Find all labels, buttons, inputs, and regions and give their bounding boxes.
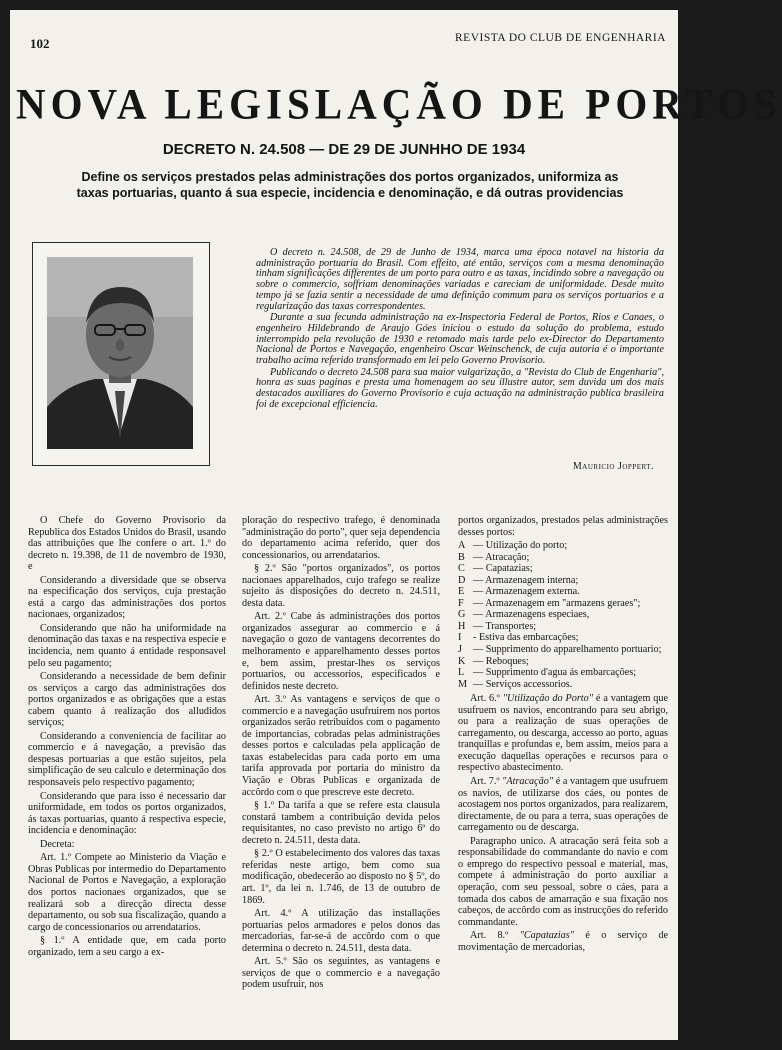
service-letter: G [458,609,466,621]
body-paragraph: Art. 4.º A utilização das installações portuarias pelos armadores e pelos donos das mercadorias, far-se-á de accôrdo com o que determina o decreto n. 24.511, desta data. [242,908,440,954]
service-letter: M [458,678,468,690]
service-text: - Estiva das embarcações; [473,632,579,644]
article-label: "Capatazias" [519,930,575,942]
list-item [458,598,668,610]
page-number: 102 [30,36,50,51]
service-letter: H [458,620,466,632]
service-text: — Armazenagens especiaes, [473,609,590,621]
author-signature: Mauricio Joppert. [572,461,654,472]
body-paragraph: Considerando que não ha uniformidade na denominação das taxas e na respectiva especie e incidencia, nem quanto á entidade responsavel pelo seu pagamento; [28,622,226,669]
body-paragraph: § 2.º O estabelecimento dos valores das taxas referidas neste artigo, bem como sua modificação, obedecerão ao disposto no § 5º, do art. 1º, da lei n. 1.746, de 13 de outubro de 1869. [242,848,440,906]
body-paragraph: § 1.º Da tarifa a que se refere esta clausula constará tambem a contribuição devida pelos requisitantes, no caso previsto no artigo 6º do decreto n. 24.511, desta data. [242,800,440,846]
article-8 [458,930,668,953]
body-paragraph: portos organizados, prestados pelas administrações desses portos: [458,515,668,538]
article-text: é a vantagem que usufruem os navios, encontrando para seu abrigo, ou para a realização de suas operações de carregamento, ou descarga, accesso ao porto, aguas tranquillas e profundas e, bem assim, meios para a execução daquellas operações e recursos para o respectivo abastecimento. [458,693,669,774]
service-text: — Supprimento do apparelhamento portuario; [473,644,662,656]
body-paragraph: Considerando a conveniencia de facilitar ao commercio e á navegação, a previsão das despesas portuarias a que estão sujeitos, pela simplificação de seu calculo e determinação dos responsaveis pelo respectivo pagamento; [28,730,226,789]
portrait-icon [47,257,193,449]
article-text: é o serviço de movimentação de mercadorias, [458,930,669,953]
article-number: Art. 6.º [470,693,500,705]
main-title: NOVA LEGISLAÇÃO DE PORTOS [16,79,782,128]
body-paragraph: Art. 5.º São os seguintes, as vantagens e serviços de que o commercio e a navegação podem usufruir, nos [242,956,440,991]
list-item [458,540,668,552]
body-paragraph: § 1.º A entidade que, em cada porto organizado, tem a seu cargo a ex- [28,935,226,958]
intro-paragraph: O decreto n. 24.508, de 29 de Junho de 1934, marca uma época notavel na historia da administração portuaria do Brasil. Com effeito, até então, serviços com a mesma denominação tinham significações differentes de um porto para outro e as taxas, incidindo sobre a navegação ou sobre o commercio, soffriam denominações variadas e careciam de uniformidade. Desde muito tempo já se fazia sentir a necessidade de uma definição commum para os serviços portuarios e a regularização das taxas correspondentes. [256,247,664,312]
portrait-frame [32,242,210,466]
article-text: é a vantagem que usufruem os navios, de utilizarse dos cáes, ou pontes de acostagem nos portos organizados, para realizarem, directamente, de ou para a terra, suas operações de carregamento ou de descarga. [458,776,668,834]
article-label: "Atracação" [502,776,554,788]
body-paragraph: Considerando a necessidade de bem definir os serviços a cargo das administrações dos portos organizados e as obrigações que a estas cabem quanto á realização dos alludidos serviços; [28,671,226,729]
service-text: — Reboques; [473,655,529,667]
service-text: — Armazenagem interna; [473,574,579,586]
body-paragraph: O Chefe do Governo Provisorio da Republica dos Estados Unidos do Brasil, usando das attribuições que lhe confere o art. 1.º do decreto n. 19.398, de 11 de novembro de 1930, e [28,515,226,573]
service-letter: I [458,632,462,644]
column-middle [242,515,440,993]
service-letter: L [458,667,465,679]
article-6 [458,693,668,774]
column-right [458,515,668,955]
paragraph-unico: Paragrapho unico. A atracação será feita sob a responsabilidade do commandante do navio e com o emprego do respectivo pessoal e material, mas, compete á administração do porto auxiliar a operação, com seu pessoal, sobre o cáes, para a tomada dos cabos de amarração e sua fixação nos cabeços, de accôrdo com as instrucções do referido commandante. [458,835,668,928]
service-text: — Armazenagem externa. [473,586,580,598]
service-text: — Armazenagem em "armazens geraes"; [473,597,641,609]
portrait-photo [47,257,193,449]
service-letter: B [458,551,465,563]
article-label: "Utilização do Porto" [502,693,593,705]
list-item [458,644,668,656]
service-text: — Transportes; [473,620,537,632]
service-text: — Serviços accessorios. [473,678,573,690]
list-item [458,563,668,575]
decreta-label: Decreta: [40,838,75,850]
body-paragraph: Considerando a diversidade que se observa na especificação dos serviços, cuja prestação está a cargo das administrações dos portos nacionaes, organizados; [28,574,226,621]
list-item [458,586,668,598]
services-list [458,540,668,690]
service-letter: E [458,586,465,598]
subtitle: Define os serviços prestados pelas administrações dos portos organizados, uniformiza as taxas portuarias, quanto á sua especie, incidencia e denominação, e dá outras providencias [76,170,624,200]
intro-paragraph: Publicando o decreto 24.508 para sua maior vulgarização, a "Revista do Club de Engenharia", honra as suas paginas e presta uma homenagem ao seu illustre autor, sem duvida um dos mais destacados auxiliares do Governo Provisorio e cuja actuação na administração publica brasileira foi de excepcional efficiencia. [256,366,664,410]
list-item [458,575,668,587]
body-paragraph: Art. 2.º Cabe ás administrações dos portos organizados assegurar ao commercio e á navegação o gozo de vantagens decorrentes do melhoramento e apparelhamento desses portos e, bem assim, prestar-lhes os serviços portuarios, ou accessorios, especificados e definidos neste decreto. [242,611,440,692]
body-paragraph: Art. 1.º Compete ao Ministerio da Viação e Obras Publicas por intermedio do Departamento Nacional de Portos e Navegação, a exploração dos portos nacionaes organizados, que se realizará sob a direcção directa desse departamento, ou sob sua fiscalização, quando a cargo de concessionarios ou arrendatarios. [28,852,226,933]
service-text: — Supprimento d'agua ás embarcações; [473,667,637,679]
article-number: Art. 8.º [470,930,509,942]
service-letter: F [458,597,464,609]
document-page [10,10,782,1040]
service-letter: A [458,540,466,552]
article-number: Art. 7.º [470,776,500,788]
body-paragraph: § 2.º São "portos organizados", os portos nacionaes apparelhados, cujo trafego se realize sujeito ás disposições do decreto n. 24.511, desta data. [242,563,440,609]
service-letter: J [458,644,462,656]
column-left [28,515,226,960]
intro-text [256,248,664,411]
list-item [458,621,668,633]
service-text: — Atracação; [473,551,530,563]
service-text: — Capatazias; [473,563,533,575]
service-letter: K [458,655,466,667]
body-paragraph: Considerando que para isso é necessario dar uniformidade, em todos os portos organizados, ás taxas portuarias, quanto á respectiva especie, incidencia e denominação: [28,790,226,837]
service-text: — Utilização do porto; [473,540,568,552]
service-letter: C [458,563,465,575]
decree-title: DECRETO N. 24.508 — DE 29 DE JUNHHO DE 1934 [162,141,526,158]
body-paragraph: ploração do respectivo trafego, é denominada "administração do porto", quer seja dependencia do departamento acima referido, quer dos concessionarios, ou arrendatarios. [242,515,440,561]
running-head: REVISTA DO CLUB DE ENGENHARIA [455,32,666,44]
list-item [458,632,668,644]
list-item [458,656,668,668]
list-item [458,679,668,691]
list-item [458,667,668,679]
list-item [458,552,668,564]
service-letter: D [458,574,466,586]
article-7 [458,776,668,834]
intro-paragraph: Durante a sua fecunda administração na ex-Inspectoria Federal de Portos, Rios e Canaes, o engenheiro Hildebrando de Araujo Góes iniciou o estudo da solução do problema, estudo interrompido pela revolução de 1930 e retomado mais tarde pelo ex-Director do Departamento Nacional de Portos e Navegação, engenheiro Oscar Weinschenck, de cuja autoria é o importante trabalho acima referido transformado em lei pelo Governo Provisorio. [256,312,664,367]
list-item [458,609,668,621]
body-paragraph: Art. 3.º As vantagens e serviços de que o commercio e a navegação usufruirem nos portos organizados serão retribuidos com o pagamento de importancias, cobradas pelas administrações desses portos e calculadas pela applicação de taxas estabelecidas para cada porto em uma tarifa approvada por portaria do ministro da Viação e Obras Publicas e organizada de accôrdo com o que prescreve este decreto. [242,694,440,798]
